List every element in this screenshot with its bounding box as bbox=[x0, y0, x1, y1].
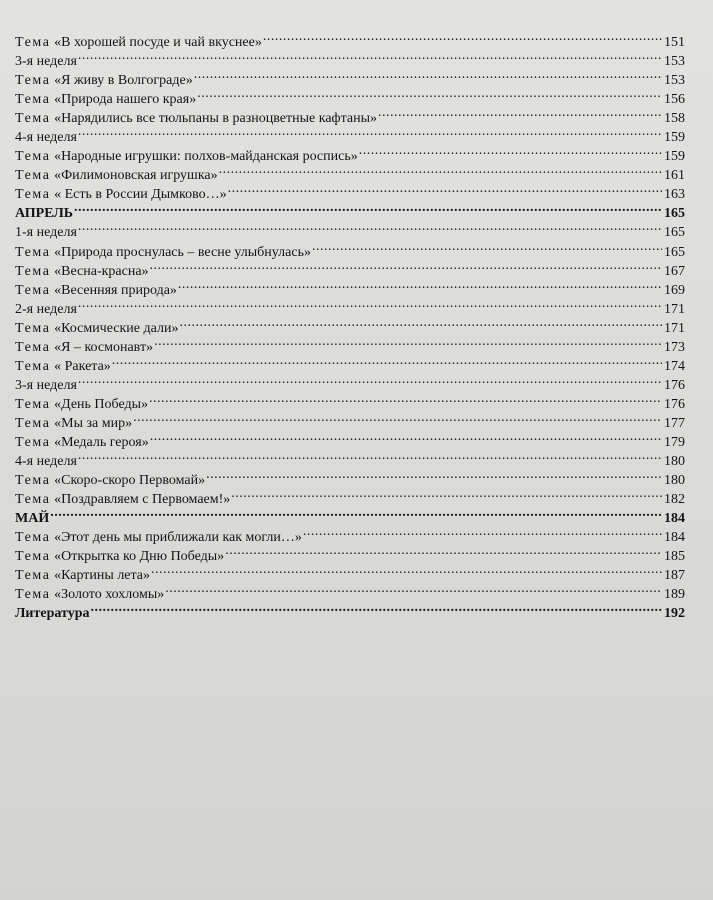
toc-entry-label bbox=[15, 376, 78, 395]
dot-leader bbox=[133, 408, 662, 427]
dot-leader bbox=[378, 103, 662, 122]
toc-page-number: 185 bbox=[664, 549, 685, 565]
dot-leader bbox=[150, 256, 662, 275]
toc-entry-prefix: Тема bbox=[15, 282, 51, 298]
toc-page-number: 156 bbox=[664, 92, 685, 108]
toc-entry-title: «Поздравляем с Первомаем!» bbox=[54, 492, 231, 508]
toc-entry-title: 4-я неделя bbox=[15, 454, 77, 470]
toc-entry-title: 4-я неделя bbox=[15, 130, 77, 146]
toc-entry-prefix: Тема bbox=[15, 415, 51, 431]
toc-entry-prefix: Тема bbox=[15, 149, 51, 165]
toc-page-number: 177 bbox=[664, 415, 685, 431]
toc-page-number: 192 bbox=[664, 606, 685, 622]
toc-entry-title: 3-я неделя bbox=[15, 377, 77, 393]
dot-leader bbox=[228, 179, 662, 198]
toc-entry-prefix: Тема bbox=[15, 111, 51, 127]
toc-page-number: 153 bbox=[664, 73, 685, 89]
toc-entry-prefix: Тема bbox=[15, 530, 51, 546]
toc-entry bbox=[15, 237, 685, 260]
toc-entry bbox=[15, 389, 685, 412]
dot-leader bbox=[197, 84, 662, 103]
dot-leader bbox=[178, 275, 662, 294]
toc-entry-title: 1-я неделя bbox=[15, 225, 77, 241]
toc-entry-prefix: Тема bbox=[15, 168, 51, 184]
toc-entry-prefix: Тема bbox=[15, 568, 51, 584]
toc-entry-title: « Есть в России Дымково…» bbox=[54, 187, 227, 203]
toc-page-number: 161 bbox=[664, 168, 685, 184]
toc-entry-title: 3-я неделя bbox=[15, 54, 77, 70]
toc-section-heading bbox=[15, 598, 685, 622]
toc-entry-title: «Филимоновская игрушка» bbox=[54, 168, 218, 184]
dot-leader bbox=[78, 294, 662, 313]
dot-leader bbox=[150, 427, 662, 446]
dot-leader bbox=[312, 237, 662, 256]
toc-entry-title: АПРЕЛЬ bbox=[15, 206, 74, 222]
dot-leader bbox=[151, 560, 662, 579]
toc-page-number: 159 bbox=[664, 130, 685, 146]
toc-page-number: 167 bbox=[664, 263, 685, 279]
toc-entry-title: «Я – космонавт» bbox=[54, 339, 154, 355]
toc-entry bbox=[15, 351, 685, 374]
toc-entry-title: «Золото хохломы» bbox=[54, 587, 165, 603]
toc-entry-title: «Медаль героя» bbox=[54, 434, 149, 450]
toc-entry-label bbox=[15, 90, 197, 109]
dot-leader bbox=[359, 141, 662, 160]
toc-entry-title: «Космические дали» bbox=[54, 320, 179, 336]
toc-entry bbox=[15, 294, 685, 317]
toc-page-number: 165 bbox=[664, 244, 685, 260]
toc-page-number: 189 bbox=[664, 587, 685, 603]
dot-leader bbox=[91, 598, 663, 617]
toc-page-number: 159 bbox=[664, 149, 685, 165]
toc-entry-prefix: Тема bbox=[15, 549, 51, 565]
toc-entry-prefix: Тема bbox=[15, 339, 51, 355]
toc-entry-label bbox=[15, 509, 50, 528]
toc-entry-prefix: Тема bbox=[15, 187, 51, 203]
toc-entry-label bbox=[15, 566, 151, 585]
dot-leader bbox=[165, 579, 662, 598]
toc-entry-label bbox=[15, 262, 150, 281]
toc-page-number: 169 bbox=[664, 282, 685, 298]
dot-leader bbox=[154, 332, 662, 351]
toc-entry-title: «Скоро-скоро Первомай» bbox=[54, 473, 206, 489]
toc-entry bbox=[15, 446, 685, 470]
toc-entry bbox=[15, 313, 685, 336]
toc-page-number: 179 bbox=[664, 434, 685, 450]
toc-entry-title: «Весенняя природа» bbox=[54, 282, 177, 298]
toc-page-number: 174 bbox=[664, 358, 685, 374]
toc-entry bbox=[15, 27, 685, 50]
toc-page-number: 182 bbox=[664, 492, 685, 508]
toc-entry-prefix: Тема bbox=[15, 73, 51, 89]
toc-entry-title: «Природа проснулась – весне улыбнулась» bbox=[54, 244, 311, 260]
toc-entry-title: «Картины лета» bbox=[54, 568, 151, 584]
toc-entry-prefix: Тема bbox=[15, 473, 51, 489]
toc-page-number: 171 bbox=[664, 320, 685, 336]
toc-entry-title: «Этот день мы приближали как могли…» bbox=[54, 530, 302, 546]
toc-page-number: 165 bbox=[664, 206, 685, 222]
toc-section-heading bbox=[15, 198, 685, 222]
toc-entry-title: «В хорошей посуде и чай вкуснее» bbox=[54, 35, 262, 50]
toc-section-heading bbox=[15, 503, 685, 527]
toc-entry-label bbox=[15, 604, 91, 623]
toc-entry-prefix: Тема bbox=[15, 92, 51, 108]
toc-entry-label bbox=[15, 300, 78, 319]
dot-leader bbox=[149, 389, 662, 408]
toc-entry-title: «Природа нашего края» bbox=[54, 92, 197, 108]
toc-entry-prefix: Тема bbox=[15, 358, 51, 374]
toc-entry-label bbox=[15, 204, 74, 223]
dot-leader bbox=[219, 160, 662, 179]
toc-entry-prefix: Тема bbox=[15, 492, 51, 508]
toc-entry-title: «Я живу в Волгограде» bbox=[54, 73, 193, 89]
dot-leader bbox=[263, 27, 662, 46]
toc-entry bbox=[15, 370, 685, 393]
toc-page-number: 158 bbox=[664, 111, 685, 127]
toc-entry-label bbox=[15, 452, 78, 471]
toc-entry-label bbox=[15, 52, 78, 71]
dot-leader bbox=[225, 541, 662, 560]
dot-leader bbox=[112, 351, 662, 370]
dot-leader bbox=[74, 198, 662, 217]
toc-entry bbox=[15, 522, 685, 546]
toc-entry-title: «Народные игрушки: полхов-майданская роспись» bbox=[54, 149, 358, 165]
toc-entry-title: «День Победы» bbox=[54, 396, 149, 412]
toc-entry-label bbox=[15, 166, 219, 185]
dot-leader bbox=[50, 503, 662, 522]
dot-leader bbox=[78, 122, 662, 141]
dot-leader bbox=[231, 484, 662, 503]
toc-entry-label bbox=[15, 414, 133, 433]
dot-leader bbox=[303, 522, 662, 541]
toc-entry-title: « Ракета» bbox=[54, 358, 111, 374]
toc-page-number: 184 bbox=[664, 511, 685, 527]
toc-entry bbox=[15, 65, 685, 89]
toc-entry-title: «Весна-красна» bbox=[54, 263, 149, 279]
toc-page-number: 163 bbox=[664, 187, 685, 203]
toc-entry-title: МАЙ bbox=[15, 511, 50, 527]
dot-leader bbox=[78, 217, 662, 236]
toc-page-number: 180 bbox=[664, 473, 685, 489]
toc-entry-label bbox=[15, 71, 194, 90]
toc-entry-title: «Открытка ко Дню Победы» bbox=[54, 549, 225, 565]
toc-page-number: 187 bbox=[664, 568, 685, 584]
dot-leader bbox=[179, 313, 662, 332]
toc-entry bbox=[15, 141, 685, 165]
toc-page-number: 173 bbox=[664, 339, 685, 355]
toc-entry-label bbox=[15, 128, 78, 147]
toc-entry bbox=[15, 46, 685, 70]
toc-entry-label bbox=[15, 471, 206, 490]
toc-page-number: 153 bbox=[664, 54, 685, 70]
dot-leader bbox=[78, 46, 662, 65]
toc-entry-prefix: Тема bbox=[15, 263, 51, 279]
toc-entry-prefix: Тема bbox=[15, 434, 51, 450]
dot-leader bbox=[78, 446, 662, 465]
toc-page-number: 171 bbox=[664, 301, 685, 317]
toc-entry bbox=[15, 465, 685, 489]
toc-page-number: 176 bbox=[664, 396, 685, 412]
toc-entry-prefix: Тема bbox=[15, 35, 51, 50]
toc-page-number: 184 bbox=[664, 530, 685, 546]
toc-entry-title: «Мы за мир» bbox=[54, 415, 133, 431]
toc-page-number: 151 bbox=[664, 35, 685, 50]
toc-entry bbox=[15, 122, 685, 146]
toc-entry-label bbox=[15, 223, 78, 242]
toc-entry-prefix: Тема bbox=[15, 396, 51, 412]
toc-page-number: 165 bbox=[664, 225, 685, 241]
toc-entry-label bbox=[15, 395, 149, 414]
toc-entry-prefix: Тема bbox=[15, 244, 51, 260]
table-of-contents bbox=[15, 27, 685, 622]
toc-entry-title: Литература bbox=[15, 606, 90, 622]
toc-entry-title: «Нарядились все тюльпаны в разноцветные кафтаны» bbox=[54, 111, 377, 127]
dot-leader bbox=[206, 465, 662, 484]
dot-leader bbox=[194, 65, 662, 84]
toc-entry-prefix: Тема bbox=[15, 587, 51, 603]
toc-entry-title: 2-я неделя bbox=[15, 301, 77, 317]
toc-entry bbox=[15, 217, 685, 241]
toc-page-number: 180 bbox=[664, 454, 685, 470]
dot-leader bbox=[78, 370, 662, 389]
toc-entry-prefix: Тема bbox=[15, 320, 51, 336]
toc-page-number: 176 bbox=[664, 377, 685, 393]
